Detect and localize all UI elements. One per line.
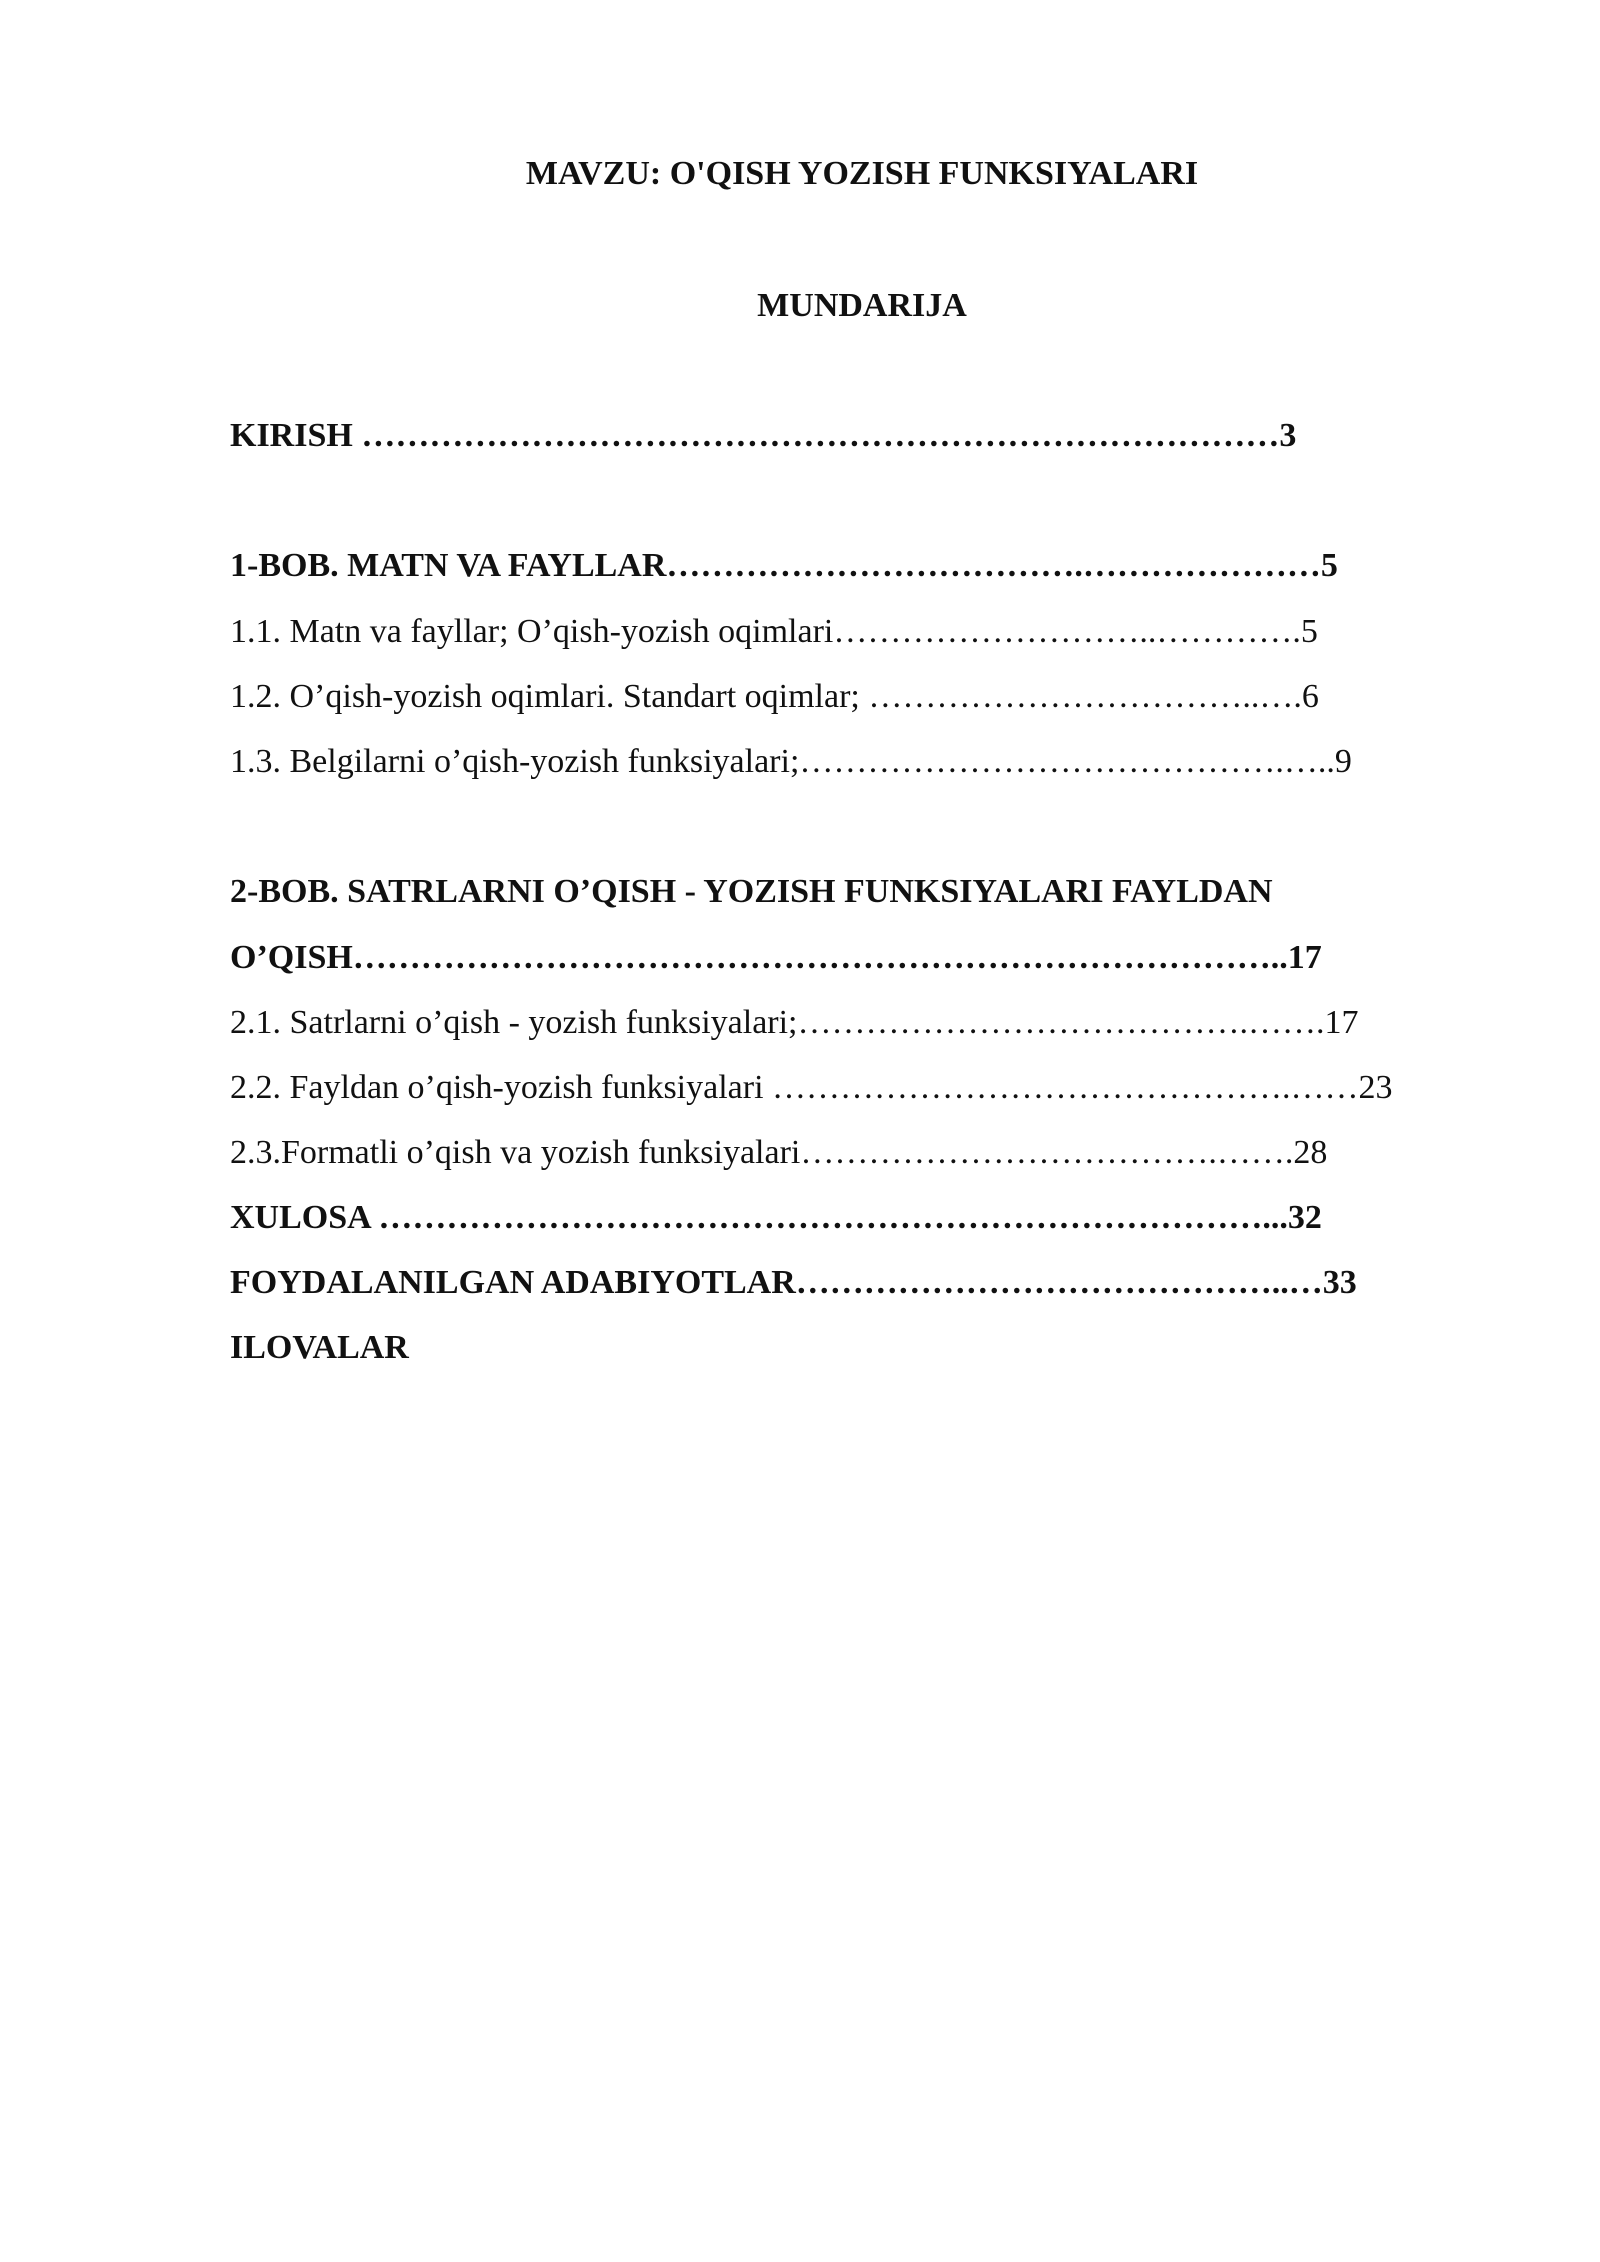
- toc-entry-chapter-2-line-2: O’QISH………………………………………………………………………..17: [230, 939, 1322, 976]
- document-title: MAVZU: O'QISH YOZISH FUNKSIYALARI: [525, 155, 1199, 192]
- toc-entry-kirish: KIRISH ………………………………………………………………………3: [230, 417, 1297, 454]
- toc-entry-section-1-2: 1.2. O’qish-yozish oqimlari. Standart oqimlar; ……………………………..….6: [230, 678, 1319, 715]
- toc-entry-chapter-2-line-1: 2-BOB. SATRLARNI O’QISH - YOZISH FUNKSIYALARI FAYLDAN: [230, 873, 1273, 910]
- toc-entry-section-1-1: 1.1. Matn va fayllar; O’qish-yozish oqimlari………………………..………….5: [230, 613, 1318, 650]
- toc-entry-section-2-1: 2.1. Satrlarni o’qish - yozish funksiyalari;………………………………….…….17: [230, 1004, 1359, 1041]
- toc-entry-section-2-3: 2.3.Formatli o’qish va yozish funksiyalari……………………………….…….28: [230, 1134, 1328, 1171]
- toc-entry-section-1-3: 1.3. Belgilarni o’qish-yozish funksiyalari;…………………………………….…..9: [230, 743, 1352, 780]
- toc-entry-chapter-1: 1-BOB. MATN VA FAYLLAR……………………………….…………………5: [230, 547, 1338, 584]
- contents-heading: MUNDARIJA: [757, 287, 967, 324]
- toc-entry-foydalanilgan-adabiyotlar: FOYDALANILGAN ADABIYOTLAR……………………………………..…33: [230, 1264, 1357, 1301]
- toc-entry-section-2-2: 2.2. Fayldan o’qish-yozish funksiyalari ……………………………………….……23: [230, 1069, 1393, 1106]
- toc-entry-ilovalar: ILOVALAR: [230, 1329, 409, 1366]
- toc-entry-xulosa: XULOSA ……………………………………………………………………...32: [230, 1199, 1322, 1236]
